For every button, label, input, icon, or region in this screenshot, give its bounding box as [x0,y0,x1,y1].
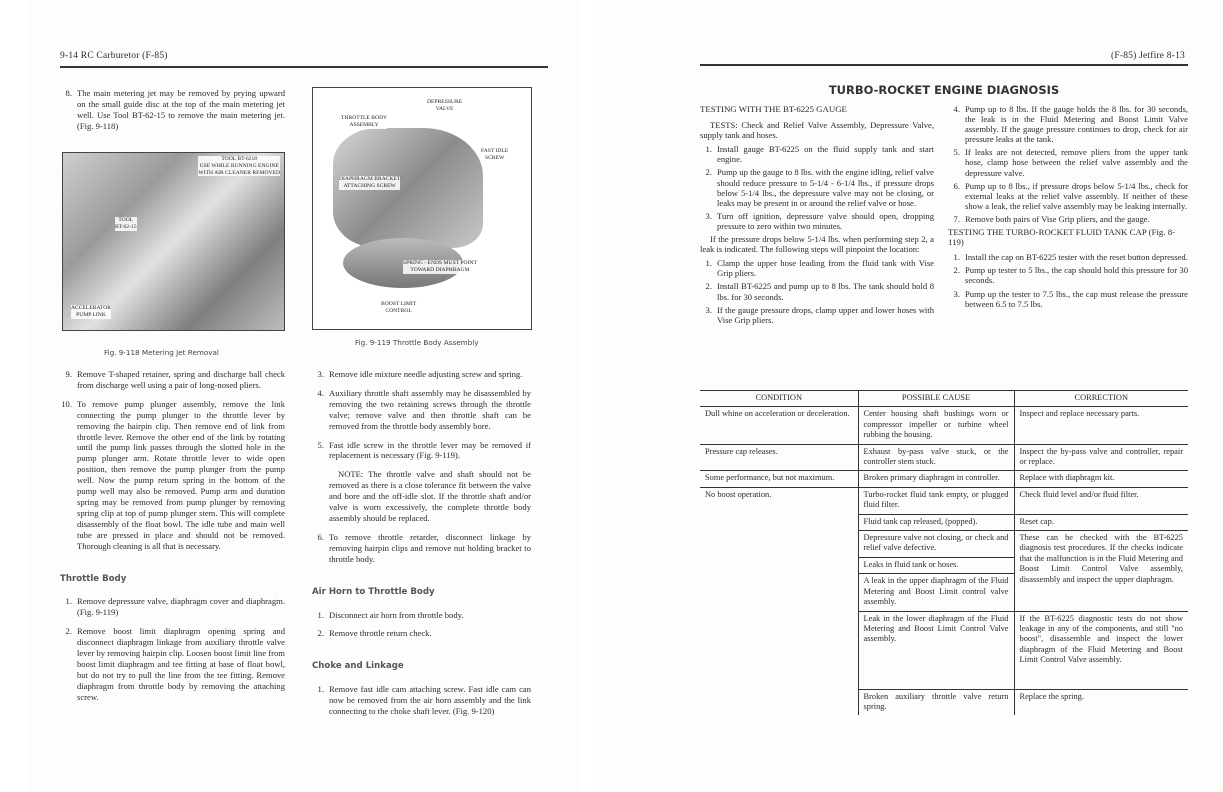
item-text: Remove both pairs of Vise Grip pliers, and the gauge. [965,213,1150,224]
cause-cell: Exhaust by-pass valve stuck, or the controller stem stuck. [858,444,1014,471]
list-item [312,532,531,565]
item-number: 2. [317,628,324,639]
item-number: 5. [953,147,960,158]
list-item [312,610,531,621]
figure-9-119-photo [312,87,532,330]
item-number: 2. [953,265,960,276]
correction-cell: Replace the spring. [1014,689,1188,715]
item-text: Remove T-shaped retainer, spring and discharge ball check from discharge well using a pair of long-nosed pliers. [77,369,285,390]
condition-cell: No boost operation. [700,487,858,715]
item-text: Remove fast idle cam attaching screw. Fast idle cam can now be removed from the air horn assembly and the link connecting to the choke shaft lever. (Fig. 9-120) [329,684,531,717]
item-text: To remove pump plunger assembly, remove the link connecting the pump plunger to the throttle lever by removing the hairpin clip. Then remove end of link from throttle lever. Remove the other end of the link by rotating until the pump link passes through the slotted hole in the pump plunger arm. Rotate throttle lever to wide open position, then remove the pump plunger from the pump well. Now the pump return spring in the bottom of the pump well may also be removed. Pump arm and duration spring may be removed from pump plunger by removing spring clip at top of pump plunger stem. This will complete disassembly of the float bowl. The idle tube and main well tube are pressed in place and should not be removed. Thorough cleaning is all that is necessary. [77,398,285,551]
item-number: 3. [705,304,712,315]
item-number: 5. [317,439,324,450]
item-text: Pump up tester to 5 lbs., the cap should hold this pressure for 30 seconds. [965,265,1188,286]
item-number: 10. [61,398,72,409]
condition-cell: Dull whine on acceleration or deceleration. [705,409,850,419]
item-text: Remove boost limit diaphragm opening spring and disconnect diaphragm linkage from auxiliary throttle valve lever by removing hairpin clip. Loosen boost limit line from boost limit diaphragm and tee fitting at base of float bowl, but do not try to pull the line from the tee fitting. Remove diaphragm from throttle body by removing the attaching screw. [77,626,285,702]
numbered-list [312,369,531,461]
list-item [948,104,1188,144]
cause-cell: Broken auxiliary throttle valve return spring. [858,689,1014,715]
cause-cell: Leak in the lower diaphragm of the Fluid Metering and Boost Limit Control Valve assembly. [858,611,1014,689]
left-page-header: 9-14 RC Carburetor (F-85) [60,51,168,61]
list-item [948,289,1188,309]
numbered-list [60,369,285,552]
list-item [312,369,531,380]
item-text: Turn off ignition, depressure valve should open, dropping pressure to zero within two minutes. [717,210,934,231]
list-item [948,265,1188,285]
figure-9-118-photo [62,152,285,331]
correction-cell: These can be checked with the BT-6225 diagnosis test procedures. If the checks indicate that the malfunction is in the Fluid Metering and Boost Limit Control Valve assembly, disassembly and inspect the upper diaphragm. [1014,531,1188,611]
item-text: Pump up to 8 lbs. If the gauge holds the 8 lbs. for 30 seconds, the leak is in the Fluid Metering and Boost Limit Valve assembly. If the gauge pressure continues to drop, check for air pressure leaks at the tank. [965,104,1188,145]
item-number: 1. [317,684,324,695]
figure-label: DIAPHRAGM BRACKET ATTACHING SCREW [339,176,401,189]
item-text: Install BT-6225 and pump up to 8 lbs. The tank should hold 8 lbs. for 30 seconds. [717,281,934,302]
cause-cell: A leak in the upper diaphragm of the Fluid Metering and Boost Limit control valve assembly. [858,574,1014,611]
section-heading-throttle-body: Throttle Body [60,573,127,584]
item-text: Pump up to 8 lbs., if pressure drops below 5-1/4 lbs., check for external leaks at the relief valve assembly. If neither of these show a leak, the relief valve assembly may be leaking internally. [965,180,1188,211]
item-number: 4. [317,387,324,398]
left-column-1-lower [60,369,285,711]
list-item [312,440,531,462]
item-number: 8. [65,88,72,98]
column-header: CONDITION [700,391,858,407]
item-text: If the gauge pressure drops, clamp upper and lower hoses with Vise Grip pliers. [717,304,934,325]
left-column-1 [60,88,285,140]
cause-cell: Leaks in fluid tank or hoses. [858,557,1014,573]
item-text: Install gauge BT-6225 on the fluid supply tank and start engine. [717,144,934,165]
section-heading-choke: Choke and Linkage [312,661,404,672]
item-text: Pump up the tester to 7.5 lbs., the cap must release the pressure between 6.5 to 7.5 lbs. [965,288,1188,309]
header-rule [700,64,1188,66]
item-number: 2. [705,167,712,178]
correction-cell: If the BT-6225 diagnostic tests do not show leakage in any of the components, and still "no boost", disassemble and inspect the lower diaphragm of the Fluid Metering and Boost Limit Control Valve assembly. [1014,611,1188,689]
item-number: 3. [705,210,712,221]
numbered-list [700,144,934,231]
list-item [948,147,1188,177]
item-text: Remove depressure valve, diaphragm cover and diaphragm. (Fig. 9-119) [77,596,285,618]
list-item [948,252,1188,262]
condition-cell: Some performance, but not maximum. [700,471,858,487]
list-item [60,626,285,702]
correction-cell: Check fluid level and/or fluid filter. [1014,487,1188,514]
figure-label: BOOST LIMIT CONTROL [381,301,417,314]
list-item [60,88,285,132]
item-number: 1. [705,144,712,155]
item-text: Pump up the gauge to 8 lbs. with the engine idling, relief valve should reduce pressure to 5-1/4 - 6-1/4 lbs., if pressure drops below 5-1/4 lbs., the depressure valve may not be closing, or leaks may be present in or around the relief valve or hose. [717,167,934,208]
list-item [700,258,934,278]
numbered-list [948,104,1188,224]
item-text: Auxiliary throttle shaft assembly may be disassembled by removing the two retaining screws through the throttle valve; remove valve and then throttle shaft can be removed from the throttle body assembly bore. [329,387,531,431]
item-number: 7. [953,213,960,224]
numbered-list [312,684,531,717]
right-column-1 [700,104,934,328]
list-item [948,181,1188,211]
item-number: 9. [65,369,72,379]
tests-paragraph: TESTS: Check and Relief Valve Assembly, Depressure Valve, supply tank and hoses. [700,120,934,141]
subheading-cap: TESTING THE TURBO-ROCKET FLUID TANK CAP (Fig. 8-119) [948,227,1176,248]
item-number: 2. [705,281,712,292]
item-text: Fast idle screw in the throttle lever may be removed if replacement is necessary (Fig. 9-119). [329,439,531,461]
table-row [700,444,1188,471]
item-text: The main metering jet may be removed by prying upward on the small guide disc at the top of the main metering jet well. Use Tool BT-62-15 to remove the main metering jet. (Fig. 9-118) [77,88,285,131]
list-item [312,628,531,639]
section-heading-air-horn: Air Horn to Throttle Body [312,586,435,597]
figure-label: SPRING - ENDS MUST POINT TOWARD DIAPHRAGM [403,260,477,273]
numbered-list [312,532,531,565]
item-number: 6. [953,180,960,191]
item-text: Disconnect air horn from throttle body. [329,609,464,620]
cause-cell: Turbo-rocket fluid tank empty, or plugged fluid filter. [858,487,1014,514]
column-header: CORRECTION [1014,391,1188,407]
list-item [700,144,934,164]
numbered-list [60,88,285,132]
correction-cell: Inspect the by-pass valve and controller, repair or replace. [1014,444,1188,471]
column-header: POSSIBLE CAUSE [858,391,1014,407]
item-text: Install the cap on BT-6225 tester with the reset button depressed. [965,252,1188,263]
numbered-list [700,258,934,325]
table-row [700,487,1188,514]
item-text: If leaks are not detected, remove pliers from the upper tank hose, clamp hose between the relief valve assembly and the depressure valve. [965,147,1188,178]
list-item [700,211,934,231]
item-number: 3. [317,369,324,379]
leak-paragraph: If the pressure drops below 5-1/4 lbs. when performing step 2, a leak is indicated. The following steps will pinpoint the location: [700,234,934,255]
figure-label: TOOL BT-62-15 [115,217,137,230]
list-item [700,167,934,207]
figure-caption: Fig. 9-119 Throttle Body Assembly [355,338,479,347]
item-text: Remove throttle return check. [329,628,432,639]
list-item [60,369,285,391]
numbered-list [948,252,1188,308]
list-item [60,596,285,618]
figure-label: THROTTLE BODY ASSEMBLY [341,115,388,128]
cause-cell: Center housing shaft bushings worn or compressor impeller or turbine wheel rubbing the housing. [858,407,1014,444]
numbered-list [312,610,531,640]
page-title: TURBO-ROCKET ENGINE DIAGNOSIS [828,83,1060,97]
figure-label: TOOL BT-6218 USE WHILE RUNNING ENGINE WITH AIR CLEANER REMOVED [198,156,280,176]
figure-label: ACCELERATOR PUMP LINK [71,305,111,318]
item-text: Clamp the upper hose leading from the fluid tank with Vise Grip pliers. [717,258,934,279]
note-paragraph: NOTE: The throttle valve and shaft should not be removed as there is a close tolerance fit between the valve and bore and the off-idle slot. If the throttle shaft and/or valve is worn excessively, the complete throttle body assembly should be replaced. [329,469,531,523]
figure-caption: Fig. 9-118 Metering Jet Removal [104,348,219,357]
subheading-gauge: TESTING WITH THE BT-6225 GAUGE [700,104,847,114]
cause-cell: Broken primary diaphragm in controller. [858,471,1014,487]
right-column-2 [948,104,1188,312]
diagnosis-table [700,390,1188,715]
table-header-row [700,391,1188,407]
item-number: 6. [317,531,324,542]
item-text: Remove idle mixture needle adjusting screw and spring. [329,369,523,379]
item-number: 2. [65,626,72,637]
header-rule [60,66,548,68]
table-row [700,471,1188,487]
item-number: 4. [953,104,960,114]
list-item [312,684,531,717]
item-number: 1. [65,596,72,607]
correction-cell: Replace with diaphragm kit. [1014,471,1188,487]
list-item [700,281,934,301]
figure-label: DEPRESSURE VALVE [427,99,463,112]
cause-cell: Fluid tank cap released, (popped). [858,514,1014,530]
numbered-list [60,596,285,702]
right-page-header: (F-85) Jetfire 8-13 [1111,51,1185,61]
item-number: 1. [317,609,324,620]
condition-cell: Pressure cap releases. [700,444,858,471]
list-item [948,214,1188,224]
figure-label: FAST IDLE SCREW [481,148,509,161]
item-number: 1. [953,252,960,263]
correction-cell: Reset cap. [1014,514,1188,530]
list-item [312,388,531,432]
cause-cell: Depressure valve not closing, or check and relief valve defective. [858,531,1014,558]
left-column-2 [312,369,531,725]
item-number: 3. [953,288,960,299]
item-number: 1. [705,258,712,269]
correction-cell: Inspect and replace necessary parts. [1019,409,1140,419]
list-item [700,305,934,325]
item-text: To remove throttle retarder, disconnect linkage by removing hairpin clips and remove nut holding bracket to throttle body. [329,531,531,564]
list-item [60,399,285,552]
table-row [700,407,1188,444]
